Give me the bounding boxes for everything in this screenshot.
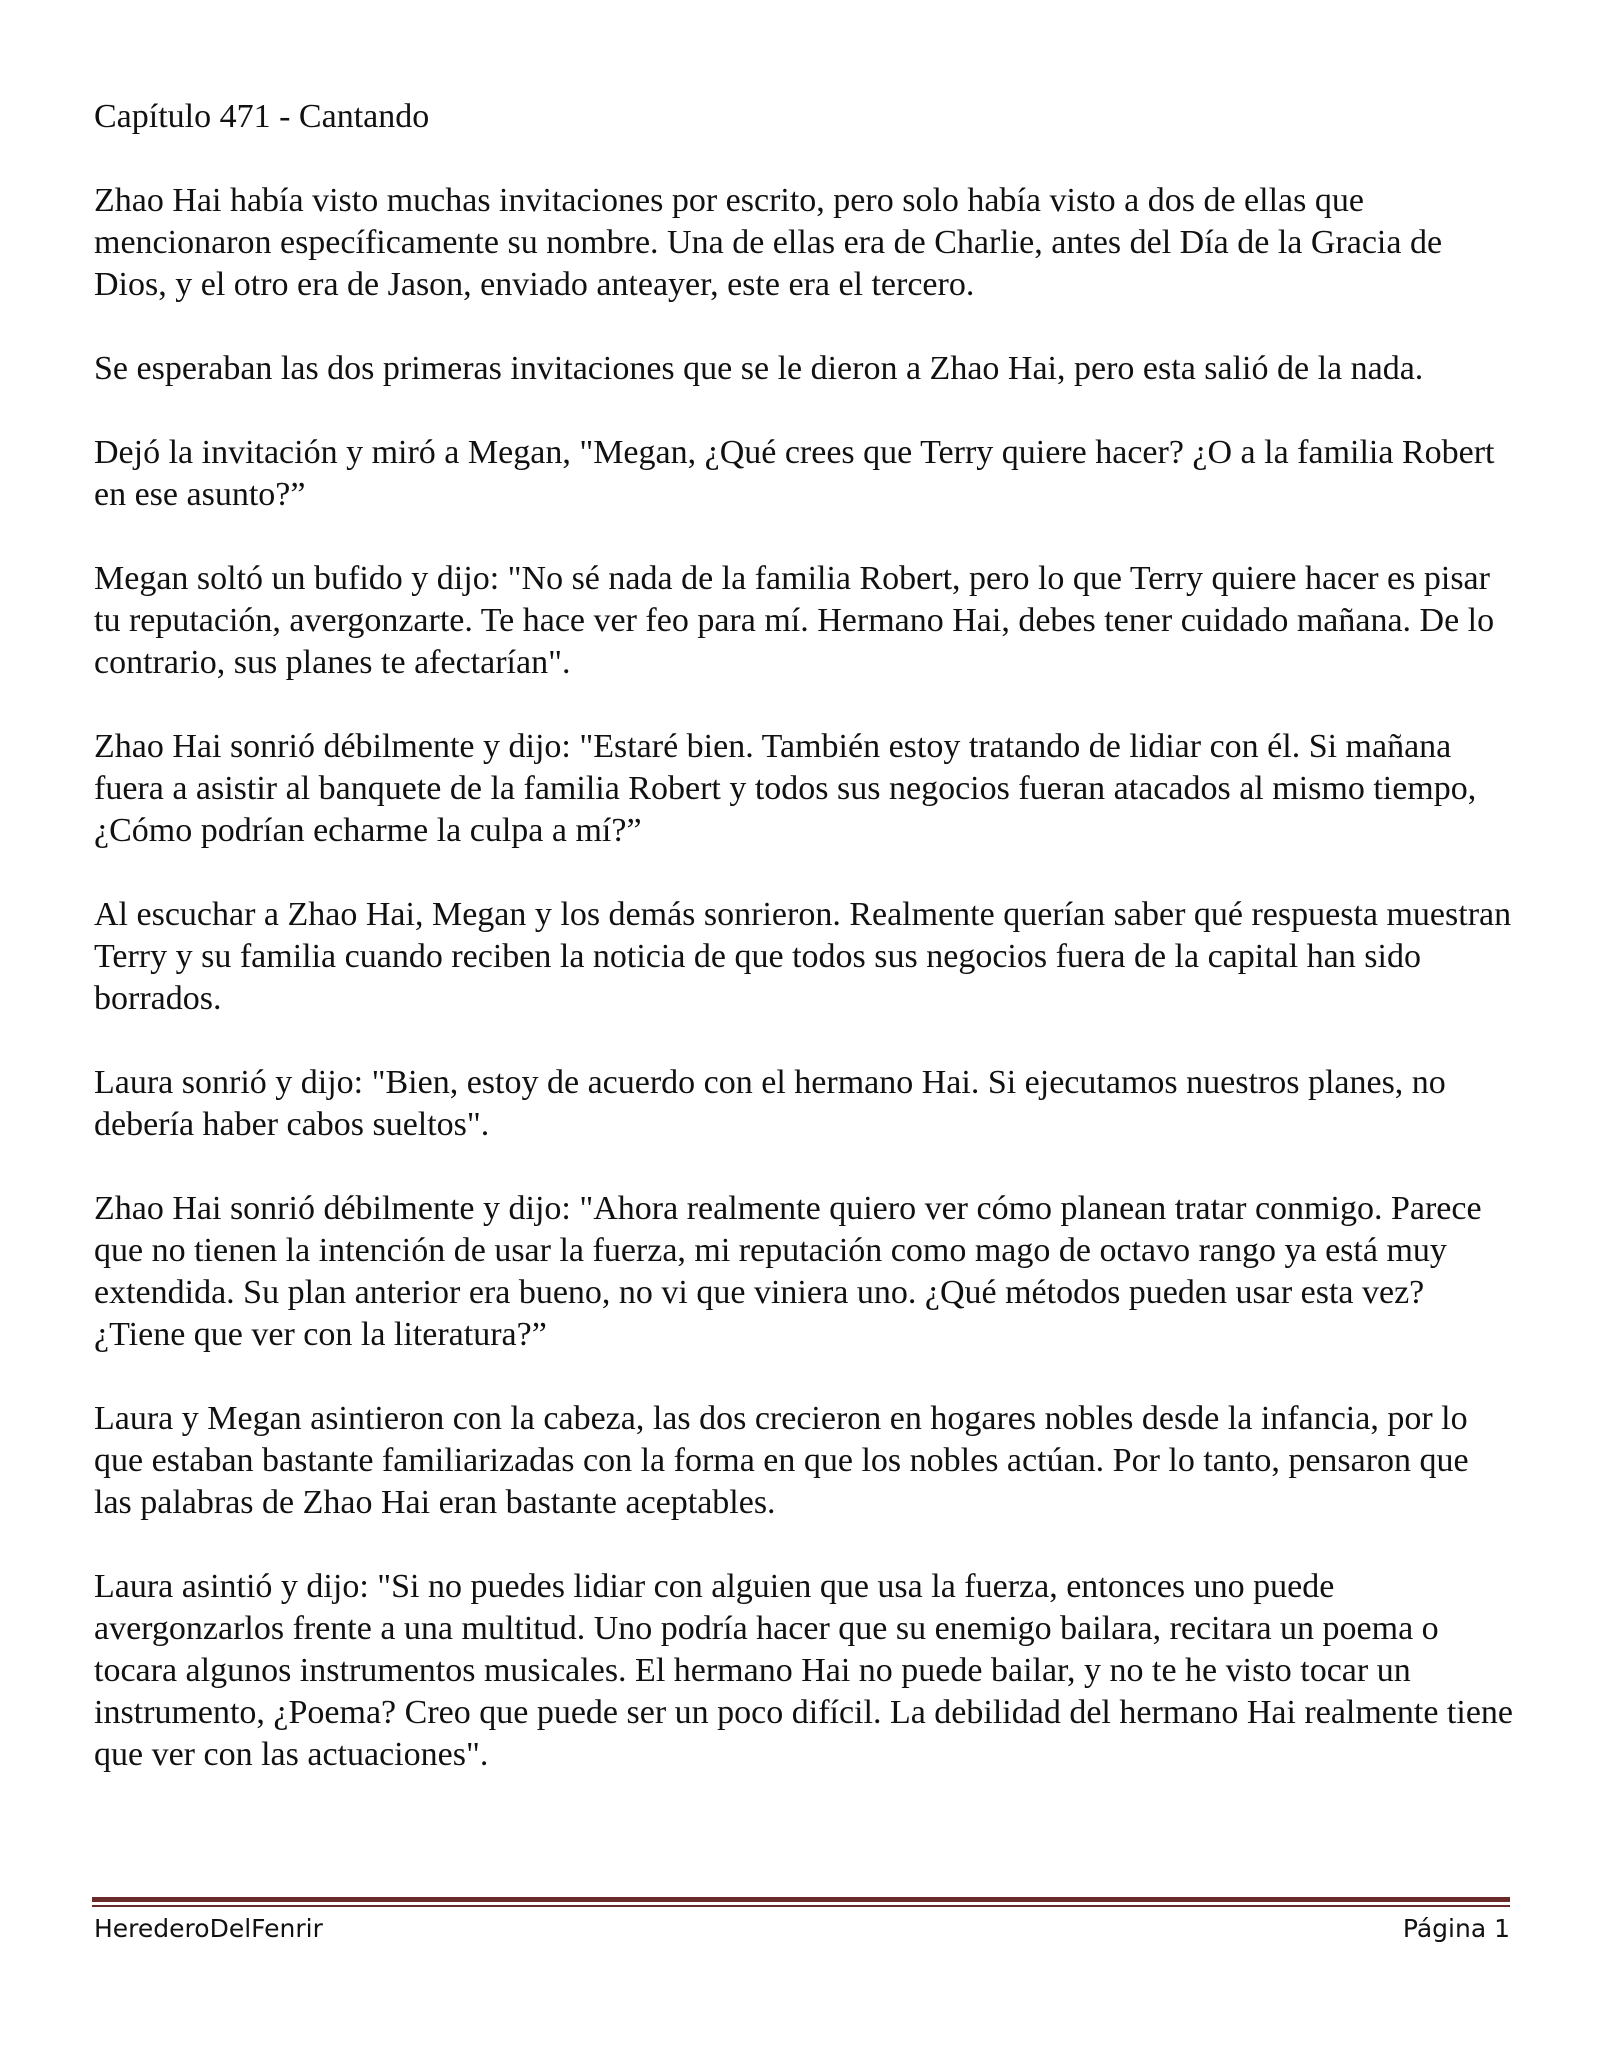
paragraph-10: Laura asintió y dijo: "Si no puedes lidiar con alguien que usa la fuerza, entonces uno puede avergonzarlos frente a una multitud. Uno podría hacer que su enemigo bailara, recitara un poema o tocara algunos instrumentos musicales. El hermano Hai no puede bailar, y no te he visto tocar un instrumento, ¿Poema? Creo que puede ser un poco difícil. La debilidad del hermano Hai realmente tiene que ver con las actuaciones".	[94, 1568, 1514, 1773]
paragraph-7: Laura sonrió y dijo: "Bien, estoy de acuerdo con el hermano Hai. Si ejecutamos nuestros planes, no debería haber cabos sueltos".	[94, 1064, 1446, 1143]
paragraph-3: Dejó la invitación y miró a Megan, "Megan, ¿Qué crees que Terry quiere hacer? ¿O a la familia Robert en ese asunto?”	[94, 434, 1495, 513]
footer-author: HerederoDelFenrir	[94, 1914, 323, 1943]
paragraph-1: Zhao Hai había visto muchas invitaciones por escrito, pero solo había visto a dos de ellas que mencionaron específicamente su nombre. Una de ellas era de Charlie, antes del Día de la Gracia de Dios, y el otro era de Jason, enviado anteayer, este era el tercero.	[94, 182, 1443, 303]
paragraph-4: Megan soltó un bufido y dijo: "No sé nada de la familia Robert, pero lo que Terry quiere hacer es pisar tu reputación, avergonzarte. Te hace ver feo para mí. Hermano Hai, debes tener cuidado mañana. De lo contrario, sus planes te afectarían".	[94, 560, 1495, 681]
page-footer	[94, 1913, 1510, 1945]
paragraph-8: Zhao Hai sonrió débilmente y dijo: "Ahora realmente quiero ver cómo planean tratar conmigo. Parece que no tienen la intención de usar la fuerza, mi reputación como mago de octavo rango ya está muy extendida. Su plan anterior era bueno, no vi que viniera uno. ¿Qué métodos pueden usar esta vez? ¿Tiene que ver con la literatura?”	[94, 1190, 1482, 1353]
document-content	[94, 96, 1514, 1818]
footer-divider	[92, 1897, 1510, 1907]
paragraph-9: Laura y Megan asintieron con la cabeza, las dos crecieron en hogares nobles desde la infancia, por lo que estaban bastante familiarizadas con la forma en que los nobles actúan. Por lo tanto, pensaron que las palabras de Zhao Hai eran bastante aceptables.	[94, 1400, 1469, 1521]
paragraph-6: Al escuchar a Zhao Hai, Megan y los demás sonrieron. Realmente querían saber qué respuesta muestran Terry y su familia cuando reciben la noticia de que todos sus negocios fuera de la capital han sido borrados.	[94, 896, 1512, 1017]
chapter-title: Capítulo 471 - Cantando	[94, 98, 430, 135]
footer-page-number: Página 1	[1402, 1914, 1510, 1943]
paragraph-5: Zhao Hai sonrió débilmente y dijo: "Estaré bien. También estoy tratando de lidiar con él. Si mañana fuera a asistir al banquete de la familia Robert y todos sus negocios fueran atacados al mismo tiempo, ¿Cómo podrían echarme la culpa a mí?”	[94, 728, 1477, 849]
paragraph-2: Se esperaban las dos primeras invitaciones que se le dieron a Zhao Hai, pero esta salió de la nada.	[94, 350, 1424, 387]
